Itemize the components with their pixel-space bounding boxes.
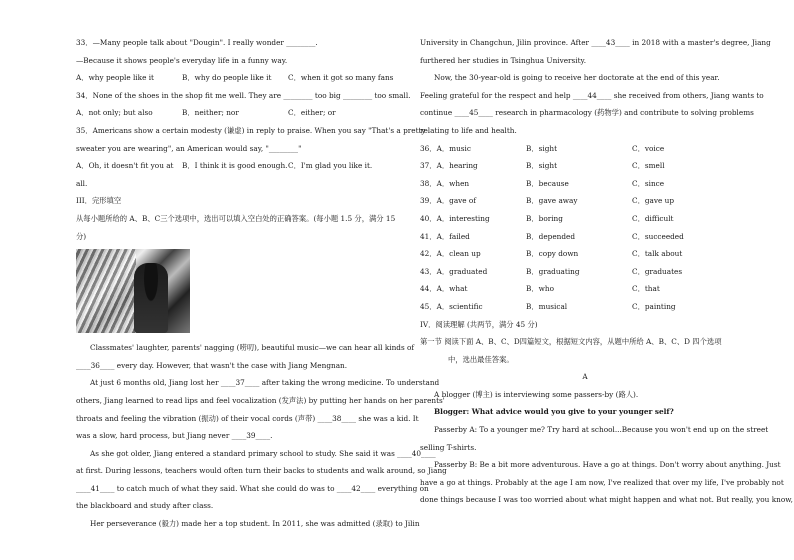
q44-option-b[interactable]: B．who — [526, 284, 554, 294]
section-3-instructions: 从每小题所给的 A、B、C三个选项中，选出可以填入空白处的正确答案。(每小题 1.5 分，满分 15 分) — [76, 213, 396, 241]
q44-option-a[interactable]: 44．A．what — [420, 284, 468, 294]
q37-options — [420, 157, 750, 175]
q40-option-b[interactable]: B．boring — [526, 213, 563, 223]
q34-options — [76, 104, 396, 122]
right-column — [420, 34, 793, 509]
passage-label: A — [582, 372, 588, 382]
part-1-instructions: 第一节 阅读下面 A、B、C、D四篇短文，根据短文内容，从题中所给 A、B、C、D 四个选项 — [420, 337, 722, 347]
passage-a-line: A blogger (博主) is interviewing some passers-by (路人). — [434, 389, 639, 399]
section-4-title: IV．阅读理解 (共两节，满分 45 分) — [420, 319, 538, 329]
passage-line: ____41____ to catch much of what they said. What she could do was to ____42____ everything on — [76, 483, 429, 493]
part-1-instructions-cont: 中，选出最佳答案。 — [448, 354, 514, 364]
q41-options — [420, 228, 750, 246]
q36-option-c[interactable]: C．voice — [632, 143, 665, 153]
q40-option-c[interactable]: C．difficult — [632, 213, 674, 223]
q36-option-b[interactable]: B．sight — [526, 143, 558, 153]
q43-option-c[interactable]: C．graduates — [632, 266, 683, 276]
q42-option-c[interactable]: C．talk about — [632, 249, 683, 259]
q35-option-b[interactable]: B．I think it is good enough. — [182, 161, 288, 171]
q43-options — [420, 263, 750, 281]
q44-option-c[interactable]: C．that — [632, 284, 660, 294]
q34-stem: 34．None of the shoes in the shop fit me well. They are ________ too big ________ too small. — [76, 90, 411, 100]
q33-option-a[interactable]: A．why people like it — [76, 73, 154, 83]
section-3-title: III．完形填空 — [76, 196, 122, 206]
q45-options — [420, 298, 750, 316]
q39-options — [420, 192, 750, 210]
q42-option-b[interactable]: B．copy down — [526, 249, 579, 259]
q33-line-1: 33．—Many people talk about "Dougin". I really wonder ________. — [76, 38, 318, 47]
q40-options — [420, 210, 750, 228]
q38-option-b[interactable]: B．because — [526, 178, 569, 188]
q33-option-b[interactable]: B．why do people like it — [182, 73, 272, 83]
passage-line: Her perseverance (毅力) made her a top student. In 2011, she was admitted (录取) to Jilin — [90, 519, 420, 529]
passage-line: relating to life and health. — [420, 125, 517, 135]
q37-option-a[interactable]: 37．A．hearing — [420, 161, 478, 171]
q35-options — [76, 157, 396, 192]
passage-photo — [76, 249, 190, 333]
passage-a-line: selling T-shirts. — [420, 442, 477, 452]
q41-option-c[interactable]: C．succeeded — [632, 231, 684, 241]
passage-line: University in Changchun, Jilin province. After ____43____ in 2018 with a master's degree, Jiang — [420, 38, 771, 47]
passage-line: ____36____ every day. However, that wasn't the case with Jiang Mengnan. — [76, 360, 348, 370]
passage-line: continue ____45____ research in pharmacology (药物学) and contribute to solving problems — [420, 108, 754, 118]
passage-line: was a slow, hard process, but Jiang never ____39____. — [76, 431, 273, 441]
q40-option-a[interactable]: 40．A．interesting — [420, 213, 490, 223]
q34-option-c[interactable]: C．either; or — [288, 108, 336, 118]
q43-option-a[interactable]: 43．A．graduated — [420, 266, 488, 276]
q33-line-2: —Because it shows people's everyday life in a funny way. — [76, 55, 288, 65]
q34-option-a[interactable]: A．not only; but also — [76, 108, 153, 118]
passage-line: Now, the 30-year-old is going to receive her doctorate at the end of this year. — [434, 73, 720, 83]
passage-line: Feeling grateful for the respect and help ____44____ she received from others, Jiang wants to — [420, 90, 764, 100]
q38-options — [420, 175, 750, 193]
q45-option-c[interactable]: C．painting — [632, 301, 676, 311]
q45-option-b[interactable]: B．musical — [526, 301, 568, 311]
q37-option-b[interactable]: B．sight — [526, 161, 558, 171]
q39-option-a[interactable]: 39．A．gave of — [420, 196, 477, 206]
q35-option-c[interactable]: C．I'm glad you like it. — [288, 161, 373, 171]
passage-line: At just 6 months old, Jiang lost her ____37____ after taking the wrong medicine. To understand — [90, 378, 440, 388]
q34-option-b[interactable]: B．neither; nor — [182, 108, 239, 118]
passage-line: at first. During lessons, teachers would often turn their backs to students and walk around, so Jiang — [76, 466, 447, 476]
q33-option-c[interactable]: C．when it got so many fans — [288, 73, 394, 83]
q43-option-b[interactable]: B．graduating — [526, 266, 580, 276]
q39-option-c[interactable]: C．gave up — [632, 196, 675, 206]
q42-option-a[interactable]: 42．A．clean up — [420, 249, 481, 259]
passage-line: the blackboard and study after class. — [76, 501, 214, 511]
passage-a-line: have a go at things. Probably at the age I am now, I've realized that over my life, I've probably not — [420, 477, 784, 487]
q38-option-a[interactable]: 38．A．when — [420, 178, 470, 188]
q35-line-2: sweater you are wearing", an American would say, "________" — [76, 143, 302, 153]
q44-options — [420, 280, 750, 298]
q37-option-c[interactable]: C．smell — [632, 161, 665, 171]
q42-options — [420, 245, 750, 263]
q41-option-a[interactable]: 41．A．failed — [420, 231, 470, 241]
q39-option-b[interactable]: B．gave away — [526, 196, 578, 206]
q41-option-b[interactable]: B．depended — [526, 231, 575, 241]
photo-background — [76, 249, 136, 333]
q35-option-a[interactable]: A．Oh, it doesn't fit you at all. — [76, 161, 174, 188]
passage-line: Classmates' laughter, parents' nagging (唠叨), beautiful music—we can hear all kinds of — [90, 343, 415, 353]
passage-line: As she got older, Jiang entered a standard primary school to study. She said it was ____40____ — [90, 448, 436, 458]
q38-option-c[interactable]: C．since — [632, 178, 665, 188]
q45-option-a[interactable]: 45．A．scientific — [420, 301, 483, 311]
passage-a-line: Passerby A: To a younger me? Try hard at school...Because you won't end up on the street — [434, 425, 769, 435]
passage-line: others, Jiang learned to read lips and feel vocalization (发声法) by putting her hands on her parents' — [76, 395, 445, 405]
passage-a-line: Blogger: What advice would you give to your younger self? — [434, 407, 674, 417]
q33-options — [76, 69, 396, 87]
q35-line-1: 35．Americans show a certain modesty (谦虚) in reply to praise. When you say "That's a pretty — [76, 125, 426, 135]
passage-line: throats and feeling the vibration (振动) of their vocal cords (声带) ____38____ she was a kid. It — [76, 413, 419, 423]
passage-line: furthered her studies in Tsinghua University. — [420, 55, 587, 65]
photo-girl-figure — [134, 263, 168, 333]
passage-a-line: Passerby B: Be a bit more adventurous. Have a go at things. Don't worry about anything. Just — [434, 460, 781, 470]
q36-option-a[interactable]: 36．A．music — [420, 143, 471, 153]
q36-options — [420, 140, 750, 158]
passage-a-line: done things because I was too worried about what might happen and what not. But really, you know, — [420, 495, 793, 505]
